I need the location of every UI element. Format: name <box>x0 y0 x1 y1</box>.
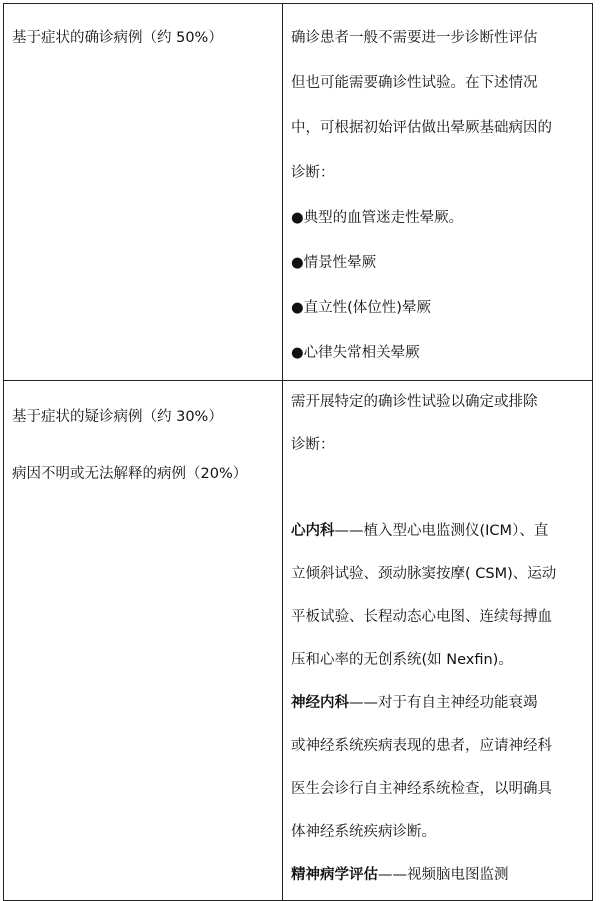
cardiology-line <box>291 510 584 553</box>
text-line: 确诊患者一般不需要进一步诊断性评估 <box>291 30 538 46</box>
dash: —— <box>334 523 364 539</box>
text-line: 中，可根据初始评估做出晕厥基础病因的 <box>291 120 552 136</box>
text-line: 平板试验、长程动态心电图、连续每搏血 <box>291 609 552 625</box>
text: 植入型心电监测仪(ICM）、直 <box>363 523 549 539</box>
text-line: 诊断： <box>291 437 335 453</box>
row-label: 病因不明或无法解释的病例（20%） <box>12 466 248 482</box>
dash: —— <box>349 695 378 711</box>
neurology-label: 神经内科 <box>291 695 349 711</box>
row-content-cell <box>283 381 593 901</box>
table-row-suspected <box>4 381 593 901</box>
row-label: 基于症状的疑诊病例（约 30%） <box>12 409 223 425</box>
text-line: 医生会诊行自主神经系统检查，以明确具 <box>291 781 552 797</box>
text-line: 或神经系统疾病表现的患者，应请神经科 <box>291 738 552 754</box>
text-line: 压和心率的无创系统(如 Nexfin)。 <box>291 652 513 668</box>
row-label: 基于症状的确诊病例（约 50%） <box>12 30 223 46</box>
diagnosis-table <box>3 3 593 901</box>
psychiatry-label: 精神病学评估 <box>291 867 378 883</box>
text: 视频脑电图监测 <box>407 867 509 883</box>
text-line: 体神经系统疾病诊断。 <box>291 824 436 840</box>
row-label-cell <box>4 381 283 901</box>
bullet-item: ●情景性晕厥 <box>291 255 377 271</box>
text-line: 立倾斜试验、颈动脉窦按摩( CSM)、运动 <box>291 566 557 582</box>
text-line: 但也可能需要确诊性试验。在下述情况 <box>291 75 538 91</box>
bullet-item: ●直立性(体位性)晕厥 <box>291 300 431 316</box>
cardiology-label: 心内科 <box>291 523 335 539</box>
text-line: 诊断： <box>291 165 335 181</box>
text-line: 需开展特定的确诊性试验以确定或排除 <box>291 394 538 410</box>
table-row-confirmed <box>4 4 593 381</box>
row-content-cell <box>283 4 593 381</box>
text: 对于有自主神经功能衰竭 <box>378 695 538 711</box>
bullet-item: ●心律失常相关晕厥 <box>291 345 420 361</box>
row-label-cell <box>4 4 283 381</box>
dash: —— <box>378 867 407 883</box>
neurology-line <box>291 682 584 725</box>
psychiatry-line <box>291 854 584 897</box>
bullet-item: ●典型的血管迷走性晕厥。 <box>291 210 464 226</box>
